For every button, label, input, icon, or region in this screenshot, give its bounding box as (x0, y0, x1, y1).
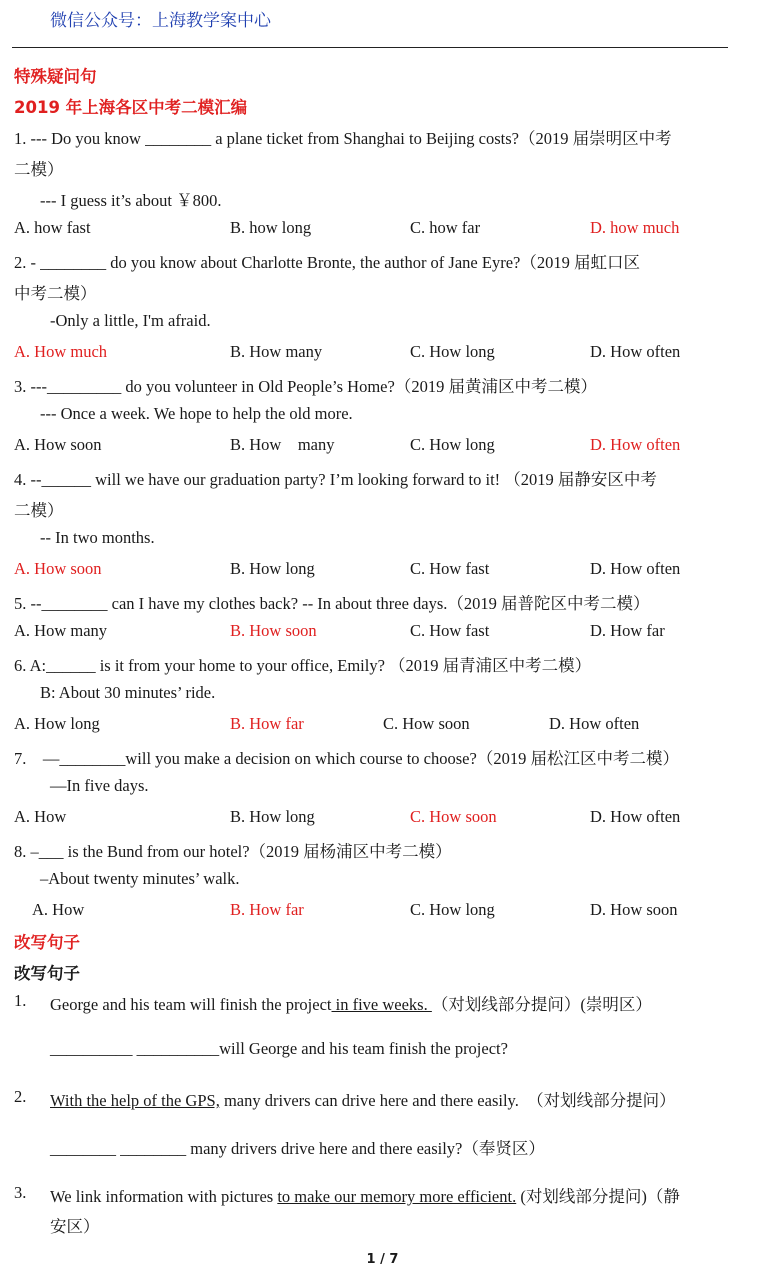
option-b: B. How long (230, 807, 315, 826)
sentence-text: We link information with pictures (50, 1187, 278, 1206)
question-stem: 8. –___ is the Bund from our hotel?（2019 届杨浦区中考二模） (14, 842, 452, 861)
option-a-correct: A. How much (14, 342, 108, 361)
question-dialogue: --- I guess it’s about ￥800. (40, 191, 222, 210)
answer-blank-line: __________ __________will George and his team finish the project? (50, 1039, 508, 1058)
option-c: C. How long (410, 900, 495, 919)
section-subheading: 改写句子 (14, 964, 80, 983)
question-stem: 2. - ________ do you know about Charlotte Bronte, the author of Jane Eyre?（2019 届虹口区 (14, 253, 640, 272)
option-d: D. How often (590, 342, 681, 361)
option-d: D. How often (549, 714, 640, 733)
underlined-part: in five weeks. (331, 995, 432, 1014)
question-dialogue: —In five days. (50, 776, 149, 795)
question-stem: 5. --________ can I have my clothes back? -- In about three days.（2019 届普陀区中考二模） (14, 594, 650, 613)
question-dialogue: B: About 30 minutes’ ride. (40, 683, 216, 702)
option-b: B. How many (230, 435, 335, 454)
option-d: D. How often (590, 559, 681, 578)
option-c: C. How long (410, 342, 495, 361)
rewrite-number: 1. (14, 991, 27, 1010)
answer-blank-line: ________ ________ many drivers drive here and there easily?（奉贤区） (50, 1139, 545, 1158)
question-stem: 4. --______ will we have our graduation party? I’m looking forward to it! （2019 届静安区中考 (14, 470, 657, 489)
option-d: D. How far (590, 621, 665, 640)
rewrite-number: 2. (14, 1087, 27, 1106)
option-a: A. How soon (14, 435, 102, 454)
section-subheading: 2019 年上海各区中考二模汇编 (14, 98, 248, 117)
header-rule (12, 47, 728, 48)
question-stem-cont: 中考二模） (14, 284, 97, 303)
rewrite-sentence-cont: 安区） (50, 1217, 100, 1236)
option-a: A. How many (14, 621, 108, 640)
question-stem: 7. —________will you make a decision on which course to choose?（2019 届松江区中考二模） (14, 749, 679, 768)
question-stem-cont: 二模） (14, 160, 64, 179)
sentence-text: George and his team will finish the project (50, 995, 332, 1014)
option-a: A. How (14, 807, 67, 826)
option-a: A. how fast (14, 218, 91, 237)
underlined-part: to make our memory more efficient. (277, 1187, 517, 1206)
rewrite-sentence (50, 1183, 680, 1207)
option-c: C. How fast (410, 559, 490, 578)
option-c: C. how far (410, 218, 481, 237)
question-stem: 3. ---_________ do you volunteer in Old People’s Home?（2019 届黄浦区中考二模） (14, 377, 597, 396)
rewrite-sentence (50, 1087, 676, 1111)
header-title: 微信公众号：上海教学案中心 (50, 11, 271, 31)
section-heading: 改写句子 (14, 933, 80, 952)
option-a: A. How long (14, 714, 100, 733)
instruction: (对划线部分提问)（静 (516, 1187, 680, 1206)
option-b: B. How long (230, 559, 315, 578)
question-dialogue: -- In two months. (40, 528, 155, 547)
option-b: B. How many (230, 342, 323, 361)
option-a-correct: A. How soon (14, 559, 102, 578)
option-d-correct: D. How often (590, 435, 681, 454)
question-dialogue: –About twenty minutes’ walk. (40, 869, 240, 888)
section-heading: 特殊疑问句 (14, 67, 97, 86)
option-d: D. How soon (590, 900, 678, 919)
rewrite-number: 3. (14, 1183, 27, 1202)
question-dialogue: -Only a little, I'm afraid. (50, 311, 211, 330)
instruction: （对划线部分提问）(崇明区） (431, 995, 652, 1014)
underlined-part: With the help of the GPS, (50, 1091, 220, 1110)
option-b-correct: B. How soon (230, 621, 317, 640)
question-stem: 1. --- Do you know ________ a plane ticket from Shanghai to Beijing costs?（2019 届崇明区中考 (14, 129, 672, 148)
question-dialogue: --- Once a week. We hope to help the old more. (40, 404, 353, 423)
page-number: 1 / 7 (366, 1252, 399, 1267)
option-d: D. How often (590, 807, 681, 826)
option-b: B. how long (230, 218, 312, 237)
option-d-correct: D. how much (590, 218, 680, 237)
option-b-correct: B. How far (230, 714, 304, 733)
option-c: C. How fast (410, 621, 490, 640)
option-c: C. How long (410, 435, 495, 454)
sentence-text: many drivers can drive here and there easily. （对划线部分提问） (219, 1091, 676, 1110)
question-stem-cont: 二模） (14, 501, 64, 520)
rewrite-sentence (50, 991, 652, 1015)
option-b-correct: B. How far (230, 900, 304, 919)
question-stem: 6. A:______ is it from your home to your office, Emily? （2019 届青浦区中考二模） (14, 656, 592, 675)
option-c-correct: C. How soon (410, 807, 497, 826)
option-c: C. How soon (383, 714, 470, 733)
option-a: A. How (32, 900, 85, 919)
